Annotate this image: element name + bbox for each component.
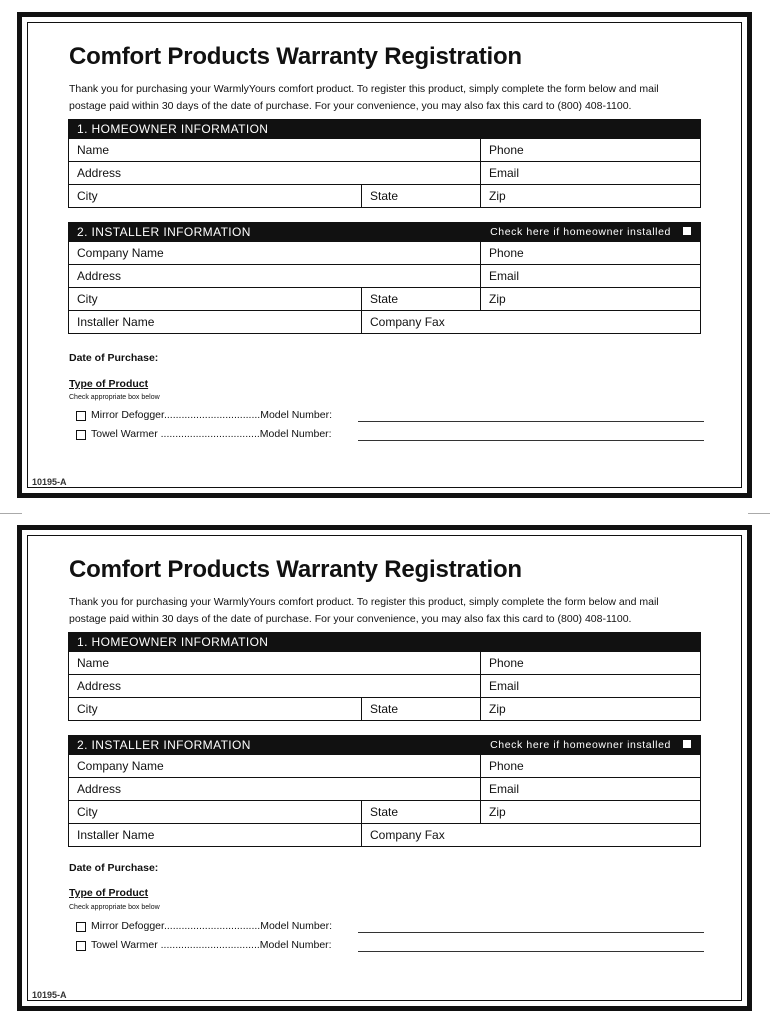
email-field[interactable]: Email	[480, 162, 700, 184]
warranty-card-bottom	[17, 525, 752, 1011]
warranty-card-top	[17, 12, 752, 498]
form-row	[69, 184, 700, 207]
company-name-field[interactable]: Company Name	[77, 759, 164, 773]
type-of-product-note: Check appropriate box below	[69, 904, 160, 911]
check-label: Check here if homeowner installed	[490, 739, 671, 751]
section-header	[68, 222, 701, 242]
form-row	[69, 697, 700, 720]
cut-line	[748, 513, 770, 514]
checkbox-icon[interactable]	[76, 430, 86, 440]
form-row	[69, 674, 700, 697]
address-field[interactable]: Address	[77, 166, 122, 180]
phone-field[interactable]: Phone	[480, 139, 700, 161]
form-code: 10195-A	[32, 990, 67, 1000]
phone-field[interactable]: Phone	[480, 652, 700, 674]
type-of-product-title: Type of Product	[69, 887, 149, 899]
company-fax-field[interactable]: Company Fax	[361, 824, 700, 846]
checkbox-icon[interactable]	[683, 227, 691, 235]
city-field[interactable]: City	[77, 702, 98, 716]
installer-name-field[interactable]: Installer Name	[77, 315, 155, 329]
state-field[interactable]: State	[361, 698, 480, 720]
email-field[interactable]: Email	[480, 265, 700, 287]
intro-text	[69, 594, 709, 628]
installer-section	[68, 735, 701, 847]
model-number-line[interactable]	[358, 932, 704, 933]
homeowner-installed-check[interactable]	[490, 226, 671, 238]
homeowner-grid	[68, 652, 701, 721]
installer-section	[68, 222, 701, 334]
address-field[interactable]: Address	[77, 679, 122, 693]
form-row	[69, 777, 700, 800]
intro-line: postage paid within 30 days of the date of purchase. For your convenience, you may also fax this card to (800) 408-1100.	[69, 100, 632, 112]
product-option-towel[interactable]	[76, 939, 704, 953]
check-label: Check here if homeowner installed	[490, 226, 671, 238]
form-row	[69, 800, 700, 823]
checkbox-icon[interactable]	[76, 411, 86, 421]
zip-field[interactable]: Zip	[480, 698, 700, 720]
email-field[interactable]: Email	[480, 778, 700, 800]
intro-line: Thank you for purchasing your WarmlyYours comfort product. To register this product, simply complete the form below and mail	[69, 83, 659, 95]
homeowner-section	[68, 119, 701, 208]
product-option-mirror[interactable]	[76, 920, 704, 934]
homeowner-section	[68, 632, 701, 721]
checkbox-icon[interactable]	[76, 941, 86, 951]
homeowner-grid	[68, 139, 701, 208]
city-field[interactable]: City	[77, 805, 98, 819]
form-row	[69, 310, 700, 333]
phone-field[interactable]: Phone	[480, 755, 700, 777]
checkbox-icon[interactable]	[76, 922, 86, 932]
section-title: 1. HOMEOWNER INFORMATION	[77, 122, 269, 136]
homeowner-installed-check[interactable]	[490, 739, 671, 751]
card-title: Comfort Products Warranty Registration	[69, 556, 522, 583]
form-row	[69, 264, 700, 287]
address-field[interactable]: Address	[77, 782, 122, 796]
intro-text	[69, 81, 709, 115]
phone-field[interactable]: Phone	[480, 242, 700, 264]
form-row	[69, 161, 700, 184]
product-option-towel[interactable]	[76, 428, 704, 442]
cut-line	[0, 513, 22, 514]
form-code: 10195-A	[32, 477, 67, 487]
product-label: Towel Warmer ..................................Model Number:	[91, 939, 332, 951]
product-label: Mirror Defogger.................................Model Number:	[91, 409, 332, 421]
section-title: 2. INSTALLER INFORMATION	[77, 225, 251, 239]
date-of-purchase-label: Date of Purchase:	[69, 862, 159, 874]
form-row	[69, 242, 700, 264]
name-field[interactable]: Name	[77, 143, 110, 157]
section-header	[68, 119, 701, 139]
model-number-line[interactable]	[358, 951, 704, 952]
section-title: 1. HOMEOWNER INFORMATION	[77, 635, 269, 649]
date-of-purchase-label: Date of Purchase:	[69, 352, 159, 364]
form-row	[69, 755, 700, 777]
state-field[interactable]: State	[361, 185, 480, 207]
zip-field[interactable]: Zip	[480, 185, 700, 207]
company-fax-field[interactable]: Company Fax	[361, 311, 700, 333]
city-field[interactable]: City	[77, 189, 98, 203]
card-title: Comfort Products Warranty Registration	[69, 43, 522, 70]
section-title: 2. INSTALLER INFORMATION	[77, 738, 251, 752]
type-of-product-title: Type of Product	[69, 378, 149, 390]
company-name-field[interactable]: Company Name	[77, 246, 164, 260]
product-label: Mirror Defogger.................................Model Number:	[91, 920, 332, 932]
zip-field[interactable]: Zip	[480, 288, 700, 310]
email-field[interactable]: Email	[480, 675, 700, 697]
product-label: Towel Warmer ..................................Model Number:	[91, 428, 332, 440]
form-row	[69, 139, 700, 161]
intro-line: Thank you for purchasing your WarmlyYours comfort product. To register this product, simply complete the form below and mail	[69, 596, 659, 608]
section-header	[68, 632, 701, 652]
state-field[interactable]: State	[361, 288, 480, 310]
installer-grid	[68, 755, 701, 847]
zip-field[interactable]: Zip	[480, 801, 700, 823]
installer-name-field[interactable]: Installer Name	[77, 828, 155, 842]
installer-grid	[68, 242, 701, 334]
intro-line: postage paid within 30 days of the date of purchase. For your convenience, you may also fax this card to (800) 408-1100.	[69, 613, 632, 625]
section-header	[68, 735, 701, 755]
form-row	[69, 652, 700, 674]
product-option-mirror[interactable]	[76, 409, 704, 423]
state-field[interactable]: State	[361, 801, 480, 823]
address-field[interactable]: Address	[77, 269, 122, 283]
name-field[interactable]: Name	[77, 656, 110, 670]
form-row	[69, 823, 700, 846]
checkbox-icon[interactable]	[683, 740, 691, 748]
form-row	[69, 287, 700, 310]
type-of-product-note: Check appropriate box below	[69, 394, 160, 401]
model-number-line[interactable]	[358, 421, 704, 422]
model-number-line[interactable]	[358, 440, 704, 441]
city-field[interactable]: City	[77, 292, 98, 306]
